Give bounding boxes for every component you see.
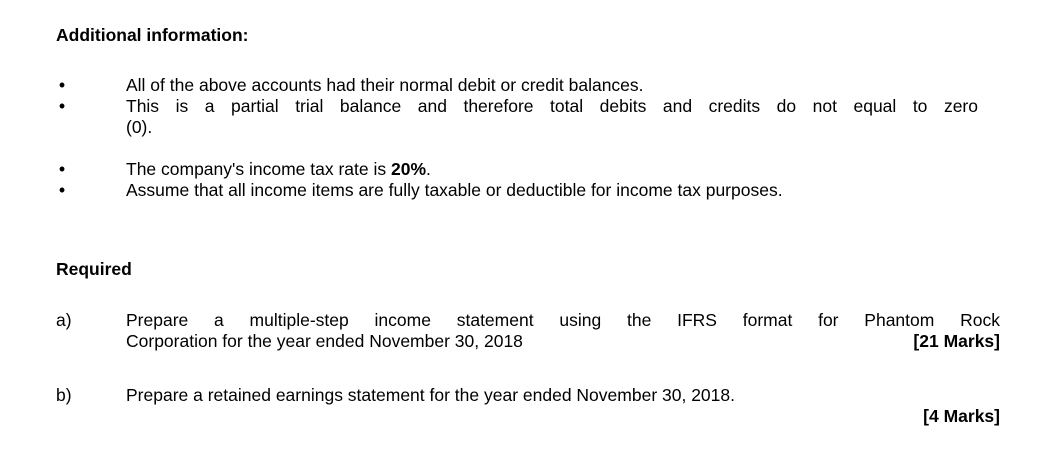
bullet-icon: • [58, 75, 66, 95]
requirement-a-line2-row [126, 331, 1000, 352]
bullet-item-tax-rate [126, 159, 986, 180]
requirement-b-line1: Prepare a retained earnings statement for the year ended November 30, 2018. [126, 385, 735, 405]
bullet-icon: • [58, 159, 66, 179]
requirement-b-label: b) [56, 385, 72, 405]
tax-rate-value: 20% [390, 159, 427, 179]
requirement-a-marks: [21 Marks] [913, 331, 1000, 351]
tax-rate-prefix: The company's income tax rate is [126, 159, 391, 179]
requirement-b [126, 385, 1000, 406]
additional-information-heading: Additional information: [56, 25, 249, 45]
requirement-b-marks: [4 Marks] [923, 406, 1000, 426]
requirement-a-label: a) [56, 310, 72, 330]
bullet-item-line: This is a partial trial balance and therefore total debits and credits do not equal to zero [126, 96, 978, 116]
bullet-item-line: (0). [126, 117, 153, 137]
requirement-a [126, 310, 1000, 352]
requirement-a-line2: Corporation for the year ended November 30, 2018 [126, 331, 523, 351]
bullet-icon: • [58, 180, 66, 200]
tax-rate-suffix: . [426, 159, 431, 179]
bullet-item-partial-trial-balance [126, 96, 978, 138]
bullet-icon: • [58, 96, 66, 116]
bullet-item-normal-balances: All of the above accounts had their normal debit or credit balances. [126, 75, 644, 95]
required-heading: Required [56, 259, 132, 279]
bullet-item-taxable-items: Assume that all income items are fully taxable or deductible for income tax purposes. [126, 180, 783, 200]
requirement-a-line1: Prepare a multiple-step income statement using the IFRS format for Phantom Rock [126, 310, 1000, 330]
